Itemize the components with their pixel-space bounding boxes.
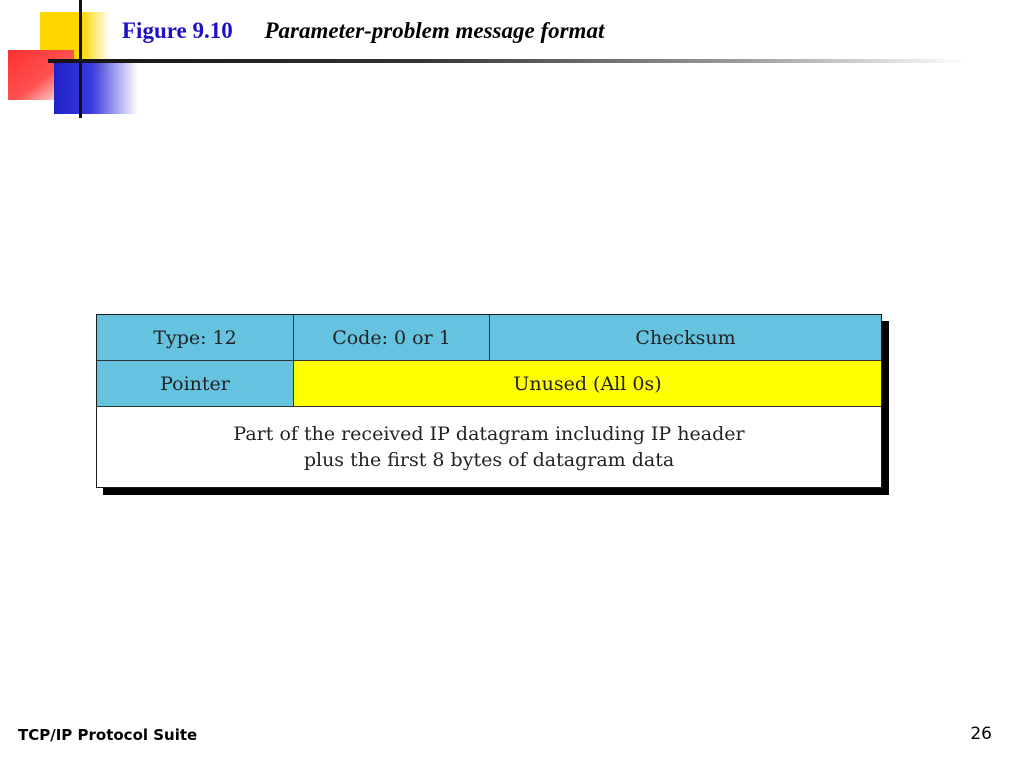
field-type: Type: 12 xyxy=(97,315,294,361)
datagram-data-line-2: plus the first 8 bytes of datagram data xyxy=(303,449,675,471)
field-pointer: Pointer xyxy=(97,361,294,407)
diagram-frame xyxy=(96,314,882,488)
field-code: Code: 0 or 1 xyxy=(294,315,490,361)
field-unused: Unused (All 0s) xyxy=(294,361,881,407)
slide-title xyxy=(122,18,604,44)
title-underline xyxy=(48,59,968,63)
figure-caption: Parameter-problem message format xyxy=(264,18,605,43)
figure-number: Figure 9.10 xyxy=(122,18,233,43)
message-format-diagram xyxy=(96,314,882,488)
footer-title: TCP/IP Protocol Suite xyxy=(18,726,198,744)
field-datagram-data xyxy=(97,407,881,487)
page-number: 26 xyxy=(970,724,992,744)
datagram-data-line-1: Part of the received IP datagram including IP header xyxy=(233,423,745,445)
field-checksum: Checksum xyxy=(490,315,881,361)
logo-blue-square xyxy=(54,62,138,114)
